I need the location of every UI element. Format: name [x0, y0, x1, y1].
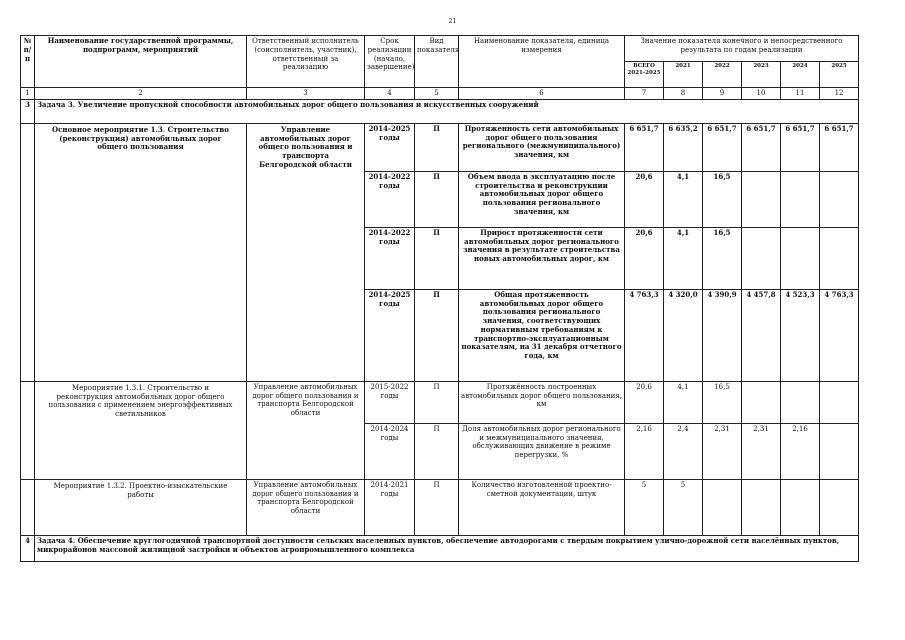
header-term: Срок реализации (начало, завершение): [365, 36, 415, 88]
event-131-responsible: Управление автомобильных дорог общего пользования и транспорта Белгородской области: [247, 381, 365, 479]
kind-cell: П: [415, 227, 459, 289]
value-cell: [820, 381, 859, 423]
column-number: 5: [415, 88, 459, 100]
column-number: 6: [459, 88, 625, 100]
term-cell: 2014-2022 годы: [365, 171, 415, 227]
value-cell: 4 523,3: [781, 289, 820, 381]
task-4-row: [21, 535, 859, 561]
value-cell: 2,31: [742, 423, 781, 479]
kind-cell: П: [415, 423, 459, 479]
value-cell: [820, 171, 859, 227]
value-cell: [742, 171, 781, 227]
task-title: Задача 4. Обеспечение круглогодичной транспортной доступности сельских населенных пунктов, обеспечение автодорогами с твердым покрытием улично-дорожной сети населённых пунктов, микрорайонов массовой жилищной застройки и объектов агропромышленного комплекса: [35, 535, 859, 561]
value-cell: 6 635,2: [664, 123, 703, 171]
task-number: 3: [21, 99, 35, 123]
value-cell: 4 457,8: [742, 289, 781, 381]
column-number: 3: [247, 88, 365, 100]
value-cell: 16,5: [703, 381, 742, 423]
task-number: 4: [21, 535, 35, 561]
value-cell: [820, 227, 859, 289]
indicator-cell: Объем ввода в эксплуатацию после строительства и реконструкции автомобильных дорог общего пользования регионального значения, км: [459, 171, 625, 227]
column-number: 2: [35, 88, 247, 100]
value-cell: [781, 381, 820, 423]
column-number: 11: [781, 88, 820, 100]
term-cell: 2014-2021 годы: [365, 479, 415, 535]
kind-cell: П: [415, 479, 459, 535]
value-cell: 4 763,3: [820, 289, 859, 381]
event-132-name: Мероприятие 1.3.2. Проектно-изыскательские работы: [35, 479, 247, 535]
page-number: 21: [448, 18, 457, 25]
column-number: 8: [664, 88, 703, 100]
value-cell: 20,6: [625, 381, 664, 423]
column-number: 12: [820, 88, 859, 100]
value-cell: [703, 479, 742, 535]
header-number: № п/п: [21, 36, 35, 88]
header-year: 2024: [781, 62, 820, 88]
value-cell: [742, 381, 781, 423]
value-cell: 5: [664, 479, 703, 535]
value-cell: 4 390,9: [703, 289, 742, 381]
value-cell: [820, 479, 859, 535]
value-cell: 6 651,7: [625, 123, 664, 171]
column-number-row: [21, 88, 859, 100]
empty-cell: [21, 123, 35, 381]
header-year: 2023: [742, 62, 781, 88]
table-row: [21, 123, 859, 171]
event-131-name: Мероприятие 1.3.1. Строительство и реконструкция автомобильных дорог общего пользования с применением энергоэффективных светильников: [35, 381, 247, 479]
value-cell: 20,6: [625, 171, 664, 227]
indicator-cell: Протяженность сети автомобильных дорог общего пользования регионального (межмуниципального) значения, км: [459, 123, 625, 171]
value-cell: 16,5: [703, 171, 742, 227]
value-cell: [781, 479, 820, 535]
value-cell: 6 651,7: [820, 123, 859, 171]
value-cell: 20,6: [625, 227, 664, 289]
column-number: 1: [21, 88, 35, 100]
value-cell: [781, 227, 820, 289]
table-row: [21, 381, 859, 423]
term-cell: 2014-2022 годы: [365, 227, 415, 289]
indicator-cell: Общая протяженность автомобильных дорог общего пользования регионального значения, соответствующих нормативным требованиям к транспортно-эксплуатационным показателям, на 31 декабря отчетного года, км: [459, 289, 625, 381]
event-132-responsible: Управление автомобильных дорог общего пользования и транспорта Белгородской области: [247, 479, 365, 535]
value-cell: 6 651,7: [781, 123, 820, 171]
column-number: 4: [365, 88, 415, 100]
column-number: 9: [703, 88, 742, 100]
term-cell: 2014-2025 годы: [365, 123, 415, 171]
value-cell: 4 763,3: [625, 289, 664, 381]
value-cell: 2,4: [664, 423, 703, 479]
term-cell: 2014-2024 годы: [365, 423, 415, 479]
header-indicator: Наименование показателя, единица измерения: [459, 36, 625, 88]
value-cell: 5: [625, 479, 664, 535]
table-row: [21, 479, 859, 535]
kind-cell: П: [415, 289, 459, 381]
empty-cell: [21, 479, 35, 535]
header-values: Значение показателя конечного и непосредственного результата по годам реализации: [625, 36, 859, 62]
value-cell: [742, 227, 781, 289]
value-cell: 4,1: [664, 227, 703, 289]
indicator-cell: Прирост протяженности сети автомобильных дорог регионального значения в результате строительства новых автомобильных дорог, км: [459, 227, 625, 289]
kind-cell: П: [415, 171, 459, 227]
value-cell: 4,1: [664, 381, 703, 423]
header-year: 2021: [664, 62, 703, 88]
header-year: 2022: [703, 62, 742, 88]
indicator-cell: Протяжённость построенных автомобильных дорог общего пользования, км: [459, 381, 625, 423]
value-cell: 2,16: [625, 423, 664, 479]
term-cell: 2015-2022 годы: [365, 381, 415, 423]
header-responsible: Ответственный исполнитель (соисполнитель, участник), ответственный за реализацию: [247, 36, 365, 88]
indicator-cell: Количество изготовленной проектно-сметной документации, штук: [459, 479, 625, 535]
value-cell: 6 651,7: [703, 123, 742, 171]
value-cell: [820, 423, 859, 479]
value-cell: 2,16: [781, 423, 820, 479]
header-program-name: Наименование государственной программы, подпрограмм, мероприятий: [35, 36, 247, 88]
value-cell: 4,1: [664, 171, 703, 227]
empty-cell: [21, 381, 35, 479]
main-event-name: Основное мероприятие 1.3. Строительство (реконструкция) автомобильных дорог общего пользования: [35, 123, 247, 381]
value-cell: 6 651,7: [742, 123, 781, 171]
kind-cell: П: [415, 381, 459, 423]
value-cell: [781, 171, 820, 227]
header-kind: Вид показателя: [415, 36, 459, 88]
value-cell: 2,31: [703, 423, 742, 479]
term-cell: 2014-2025 годы: [365, 289, 415, 381]
value-cell: [742, 479, 781, 535]
main-event-responsible: Управление автомобильных дорог общего пользования и транспорта Белгородской области: [247, 123, 365, 381]
kind-cell: П: [415, 123, 459, 171]
task-title: Задача 3. Увеличение пропускной способности автомобильных дорог общего пользования и искусственных сооружений: [35, 99, 859, 123]
header-total: ВСЕГО 2021-2025: [625, 62, 664, 88]
results-table: [20, 35, 859, 562]
header-row-1: [21, 36, 859, 62]
header-year: 2025: [820, 62, 859, 88]
value-cell: 16,5: [703, 227, 742, 289]
column-number: 7: [625, 88, 664, 100]
value-cell: 4 320,0: [664, 289, 703, 381]
column-number: 10: [742, 88, 781, 100]
indicator-cell: Доля автомобильных дорог регионального и межмуниципального значения, обслуживающих движение в режиме перегрузки, %: [459, 423, 625, 479]
task-3-row: [21, 99, 859, 123]
